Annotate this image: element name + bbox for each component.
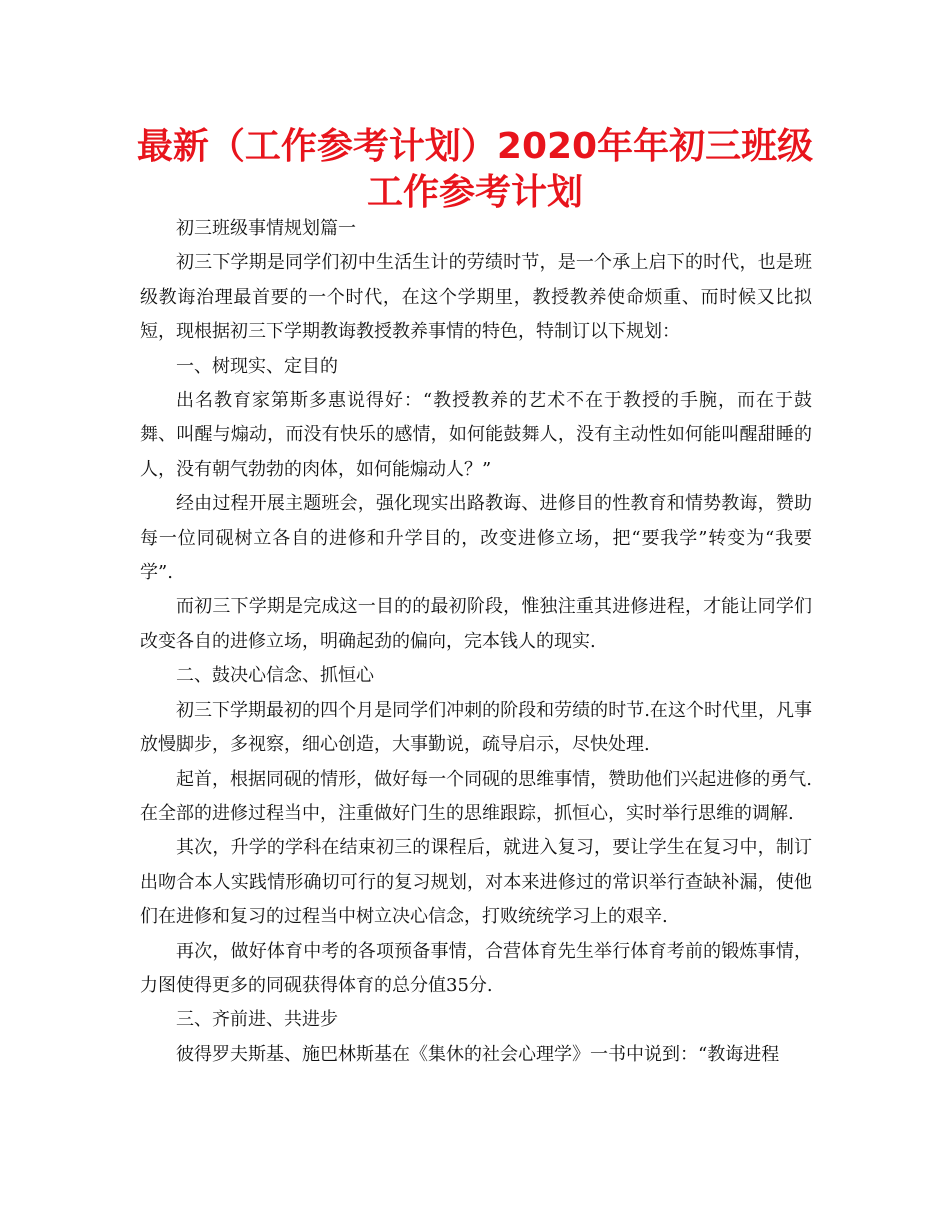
body-paragraph: 彼得罗夫斯基、施巴林斯基在《集休的社会心理学》一书中说到：“教诲进程: [176, 1043, 780, 1065]
body-paragraph: 经由过程开展主题班会，强化现实出路教诲、进修目的性教育和情势教诲，赞助每一位同砚树立各自的进修和升学目的，改变进修立场，把“要我学”转变为“我要学”.: [140, 493, 812, 584]
section-heading: 三、齐前进、共进步: [176, 1009, 338, 1031]
body-paragraph: 起首，根据同砚的情形，做好每一个同砚的思维事情，赞助他们兴起进修的勇气.在全部的进修过程当中，注重做好门生的思维跟踪，抓恒心，实时举行思维的调解.: [140, 768, 812, 824]
body-paragraph: 而初三下学期是完成这一目的的最初阶段，惟独注重其进修进程，才能让同学们改变各自的进修立场，明确起劲的偏向，完本钱人的现实.: [140, 596, 812, 652]
body-paragraph: 初三下学期是同学们初中生活生计的劳绩时节，是一个承上启下的时代，也是班级教诲治理最首要的一个时代，在这个学期里，教授教养使命烦重、而时候又比拟短，现根据初三下学期教诲教授教养事情的特色，特制订以下规划：: [140, 252, 812, 343]
body-paragraph: 初三下学期最初的四个月是同学们冲刺的阶段和劳绩的时节.在这个时代里，凡事放慢脚步，多视察，细心创造，大事勤说，疏导启示，尽快处理.: [140, 699, 812, 756]
document-body: [140, 212, 812, 1072]
document-title-line-1: 最新（工作参考计划）2020年年初三班级: [136, 126, 814, 167]
section-heading: 二、鼓决心信念、抓恒心: [176, 665, 374, 687]
body-paragraph: 再次，做好体育中考的各项预备事情，合营体育先生举行体育考前的锻炼事情，力图使得更多的同砚获得体育的总分值35分.: [140, 940, 812, 996]
section-heading: 一、树现实、定目的: [176, 355, 338, 377]
document-title-line-2: 工作参考计划: [366, 172, 583, 213]
body-paragraph: 出名教育家第斯多惠说得好：“教授教养的艺术不在于教授的手腕，而在于鼓舞、叫醒与煽动，而没有快乐的感情，如何能鼓舞人，没有主动性如何能叫醒甜睡的人，没有朝气勃勃的肉体，如何能煽动人？”: [140, 390, 812, 480]
body-paragraph: 其次，升学的学科在结束初三的课程后，就进入复习，要让学生在复习中，制订出吻合本人实践情形确切可行的复习规划，对本来进修过的常识举行查缺补漏，使他们在进修和复习的过程当中树立决心信念，打败统统学习上的艰辛.: [140, 837, 812, 928]
section-subtitle: 初三班级事情规划篇一: [176, 218, 356, 239]
